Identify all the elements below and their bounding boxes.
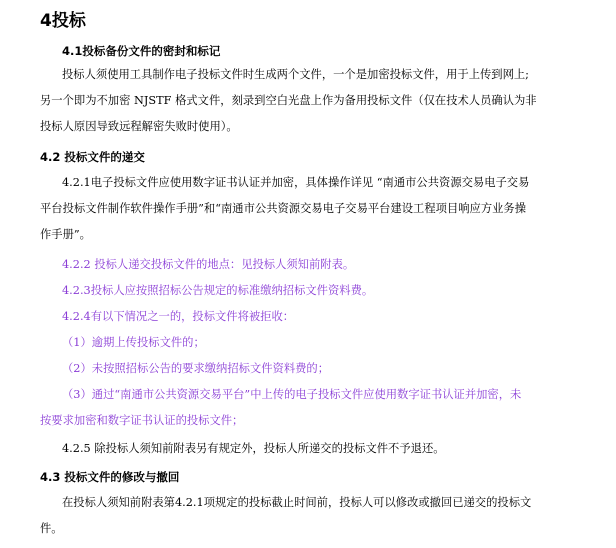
paragraph-line: 4.2.1电子投标文件应使用数字证书认证并加密，具体操作详见 “南通市公共资源交易电子交易 (62, 176, 530, 189)
paragraph-line: 4.2.5 除投标人须知前附表另有规定外，投标人所递交的投标文件不予退还。 (62, 442, 445, 455)
paragraph-line: 平台投标文件制作软件操作手册”和“南通市公共资源交易电子交易平台建设工程项目响应方业务操 (40, 202, 527, 215)
subsection-heading-4-3: 4.3 投标文件的修改与撤回 (40, 470, 180, 484)
paragraph-line: 投标人须使用工具制作电子投标文件时生成两个文件，一个是加密投标文件，用于上传到网上; (62, 68, 529, 81)
paragraph-line: 件。 (40, 522, 63, 535)
subsection-heading-4-1: 4.1投标备份文件的密封和标记 (62, 44, 221, 58)
list-item: 4.2.3投标人应按照招标公告规定的标准缴纳招标文件资料费。 (62, 284, 374, 297)
list-item: 按要求加密和数字证书认证的投标文件； (40, 414, 244, 427)
list-item: （1）逾期上传投标文件的； (62, 336, 205, 349)
list-item: （2）未按照招标公告的要求缴纳招标文件资料费的； (62, 362, 330, 375)
list-item: 4.2.4有以下情况之一的，投标文件将被拒收： (62, 310, 295, 323)
section-title: 4投标 (40, 11, 86, 31)
list-item: （3）通过“南通市公共资源交易平台”中上传的电子投标文件应使用数字证书认证并加密，未 (62, 388, 522, 401)
paragraph-line: 投标人原因导致远程解密失败时使用）。 (40, 120, 238, 133)
subsection-heading-4-2: 4.2 投标文件的递交 (40, 150, 145, 164)
paragraph-line: 另一个即为不加密 NJSTF 格式文件，刻录到空白光盘上作为备用投标文件（仅在技术人员确认为非 (40, 94, 537, 107)
paragraph-line: 作手册”。 (40, 228, 91, 241)
list-item: 4.2.2 投标人递交投标文件的地点：见投标人须知前附表。 (62, 258, 355, 271)
paragraph-line: 在投标人须知前附表第4.2.1项规定的投标截止时间前，投标人可以修改或撤回已递交的投标文 (62, 496, 532, 509)
